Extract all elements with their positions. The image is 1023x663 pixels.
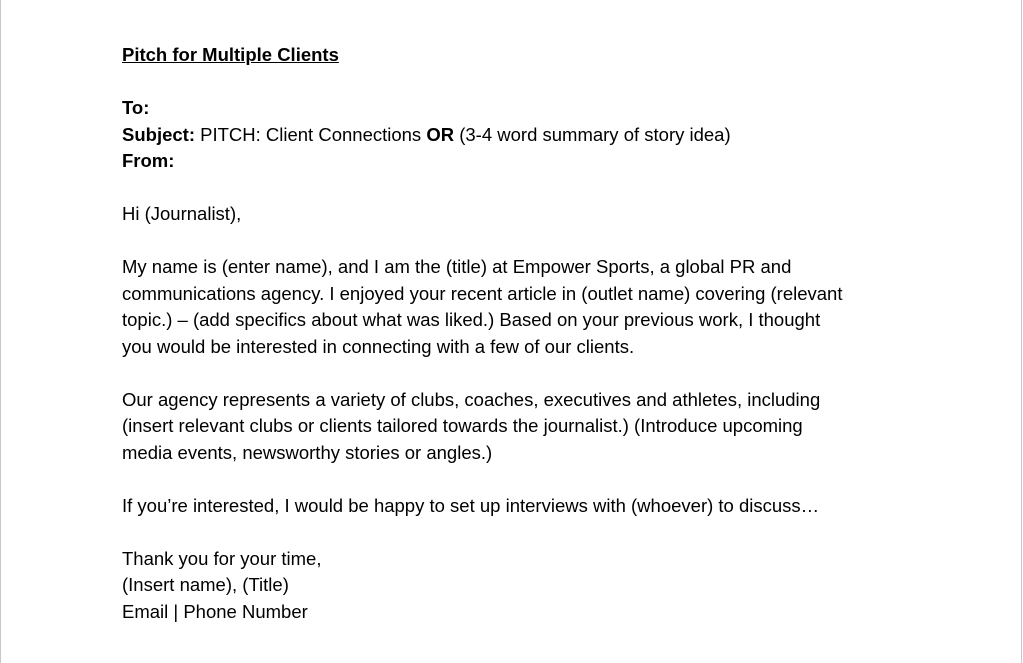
paragraph-line: communications agency. I enjoyed your recent article in (outlet name) covering (relevant — [122, 282, 843, 304]
page-right-edge — [1021, 0, 1022, 663]
subject-text-1: PITCH: Client Connections — [194, 123, 427, 145]
signoff-thanks: Thank you for your time, — [122, 547, 322, 569]
paragraph-line: media events, newsworthy stories or angles.) — [122, 441, 493, 463]
from-label: From: — [122, 150, 175, 171]
to-line — [122, 95, 922, 122]
paragraph-line: My name is (enter name), and I am the (title) at Empower Sports, a global PR and — [122, 256, 792, 277]
signoff-contact: Email | Phone Number — [122, 600, 308, 622]
paragraph-agency — [122, 387, 922, 467]
paragraph-line: Our agency represents a variety of clubs, coaches, executives and athletes, including — [122, 388, 821, 410]
page-left-edge — [0, 0, 1, 663]
signoff-block — [122, 546, 922, 626]
paragraph-line: (insert relevant clubs or clients tailored towards the journalist.) (Introduce upcoming — [122, 415, 803, 436]
subject-label: Subject: — [122, 123, 195, 145]
paragraph-line: topic.) – (add specifics about what was liked.) Based on your previous work, I thought — [122, 309, 821, 330]
from-line — [122, 148, 922, 175]
paragraph-intro — [122, 254, 922, 360]
subject-line — [122, 122, 922, 149]
paragraph-interest: If you’re interested, I would be happy to set up interviews with (whoever) to discuss… — [122, 494, 820, 516]
subject-or: OR — [426, 123, 455, 145]
document-title: Pitch for Multiple Clients — [122, 44, 339, 65]
subject-text-2: (3-4 word summary of story idea) — [454, 123, 731, 145]
document-body — [122, 42, 922, 625]
to-label: To: — [122, 97, 150, 118]
signoff-name-title: (Insert name), (Title) — [122, 574, 289, 595]
paragraph-line: you would be interested in connecting with a few of our clients. — [122, 335, 635, 357]
greeting: Hi (Journalist), — [122, 203, 242, 224]
